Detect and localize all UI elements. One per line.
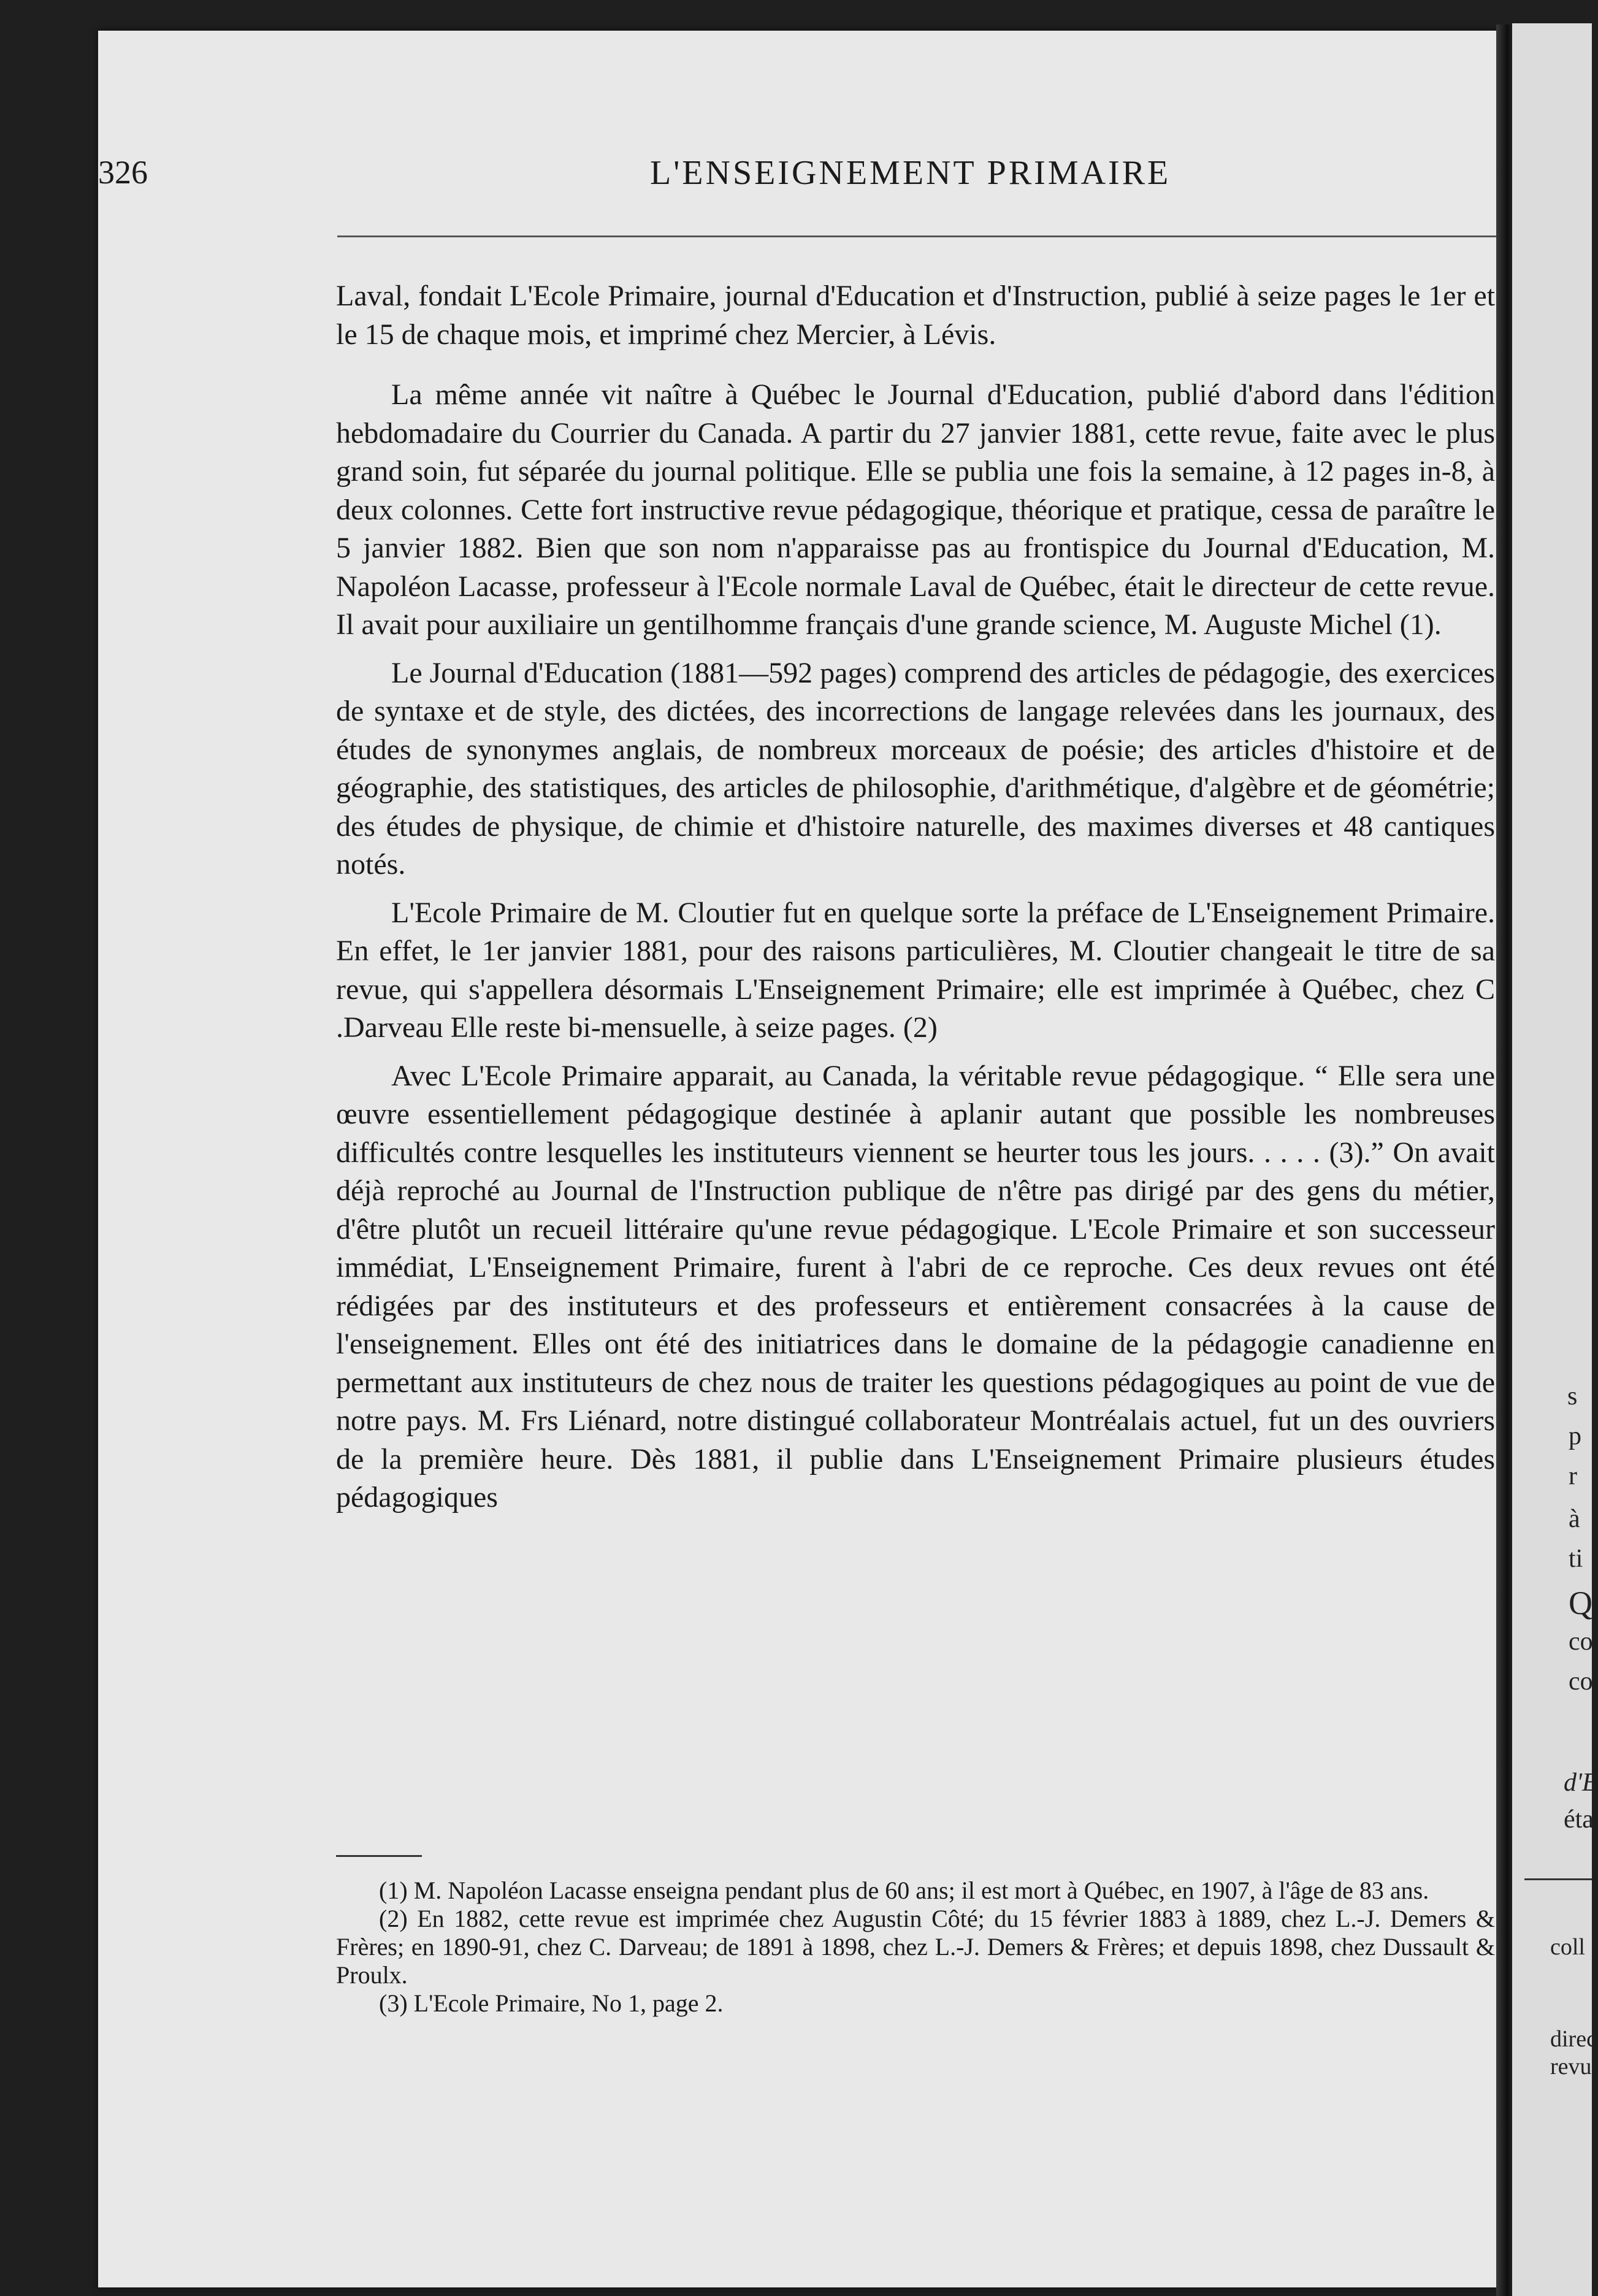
- adjacent-fragment: p: [1569, 1422, 1581, 1450]
- paragraph: L'Ecole Primaire de M. Cloutier fut en quelque sorte la préface de L'Enseignement Primaire. En effet, le 1er janvier 1881, pour des raisons particulières, M. Cloutier changeait le titre de sa revue, qui s'appellera désormais L'Enseignement Primaire; elle est imprimée à Québec, chez C .Darveau Elle reste bi-mensuelle, à seize pages. (2): [336, 896, 1495, 1044]
- adjacent-fragment: r: [1569, 1462, 1577, 1490]
- paragraph: Le Journal d'Education (1881—592 pages) comprend des articles de pédagogie, des exercices de syntaxe et de style, des dictées, des incorrections de langage relevées dans les journaux, des études de synonymes anglais, de nombreux morceaux de poésie; des articles d'histoire et de géographie, des statistiques, des articles de philosophie, d'arithmétique, d'algèbre et de géométrie; des études de physique, de chimie et d'histoire naturelle, des maximes diverses et 48 cantiques notés.: [336, 656, 1495, 881]
- body-text: [336, 277, 1495, 1517]
- adjacent-fragment: Q: [1569, 1585, 1592, 1621]
- header-rule: [337, 235, 1496, 237]
- adjacent-fragment: co: [1569, 1667, 1593, 1696]
- adjacent-fragment: ti: [1569, 1545, 1583, 1573]
- adjacent-fragment: éta: [1564, 1805, 1594, 1834]
- footnotes: [336, 1877, 1495, 2018]
- adjacent-fragment: revu: [1550, 2054, 1592, 2080]
- adjacent-rule: [1524, 1878, 1592, 1880]
- page-number: 326: [98, 154, 148, 191]
- adjacent-fragment: coll: [1550, 1934, 1585, 1960]
- adjacent-fragment: co: [1569, 1628, 1593, 1656]
- adjacent-fragment: s: [1567, 1382, 1578, 1410]
- adjacent-fragment: à: [1569, 1505, 1580, 1533]
- adjacent-fragment: d'E: [1564, 1769, 1598, 1797]
- paragraph: Avec L'Ecole Primaire apparait, au Canada, la véritable revue pédagogique. “ Elle sera une œuvre essentiellement pédagogique destinée à aplanir autant que possible les nombreuses difficultés contre lesquelles les instituteurs viennent se heurter tous les jours. . . . . (3).” On avait déjà reproché au Journal de l'Instruction publique de n'être pas dirigé par des gens du métier, d'être plutôt un recueil littéraire qu'une revue pédagogique. L'Ecole Primaire et son successeur immédiat, L'Enseignement Primaire, furent à l'abri de ce reproche. Ces deux revues ont été rédigées par des instituteurs et des professeurs et entièrement consacrées à la cause de l'enseignement. Elles ont été des initiatrices dans le domaine de la pédagogie canadienne en permettant aux instituteurs de chez nous de traiter les questions pédagogiques au point de vue de notre pays. M. Frs Liénard, notre distingué collaborateur Montréalais actuel, fut un des ouvriers de la première heure. Dès 1881, il publie dans L'Enseignement Primaire plusieurs études pédagogiques: [336, 1059, 1495, 1513]
- footnote: (2) En 1882, cette revue est imprimée chez Augustin Côté; du 15 février 1883 à 1889, chez L.-J. Demers & Frères; en 1890-91, chez C. Darveau; de 1891 à 1898, chez L.-J. Demers & Frères; et depuis 1898, chez Dussault & Proulx.: [336, 1905, 1495, 1989]
- paragraph: La même année vit naître à Québec le Journal d'Education, publié d'abord dans l'édition hebdomadaire du Courrier du Canada. A partir du 27 janvier 1881, cette revue, faite avec le plus grand soin, fut séparée du journal politique. Elle se publia une fois la semaine, à 12 pages in-8, à deux colonnes. Cette fort instructive revue pédagogique, théorique et pratique, cessa de paraître le 5 janvier 1882. Bien que son nom n'apparaisse pas au frontispice du Journal d'Education, M. Napoléon Lacasse, professeur à l'Ecole normale Laval de Québec, était le directeur de cette revue. Il avait pour auxiliaire un gentilhomme français d'une grande science, M. Auguste Michel (1).: [336, 378, 1495, 641]
- footnote: (1) M. Napoléon Lacasse enseigna pendant plus de 60 ans; il est mort à Québec, en 1907, à l'âge de 83 ans.: [379, 1877, 1429, 1904]
- running-head: L'ENSEIGNEMENT PRIMAIRE: [650, 154, 1171, 192]
- paragraph: Laval, fondait L'Ecole Primaire, journal d'Education et d'Instruction, publié à seize pages le 1er et le 15 de chaque mois, et imprimé chez Mercier, à Lévis.: [336, 280, 1495, 351]
- footnote: (3) L'Ecole Primaire, No 1, page 2.: [379, 1989, 724, 2017]
- adjacent-fragment: direc: [1550, 2026, 1597, 2052]
- adjacent-page: [1512, 23, 1598, 2296]
- footnote-rule: [336, 1855, 422, 1857]
